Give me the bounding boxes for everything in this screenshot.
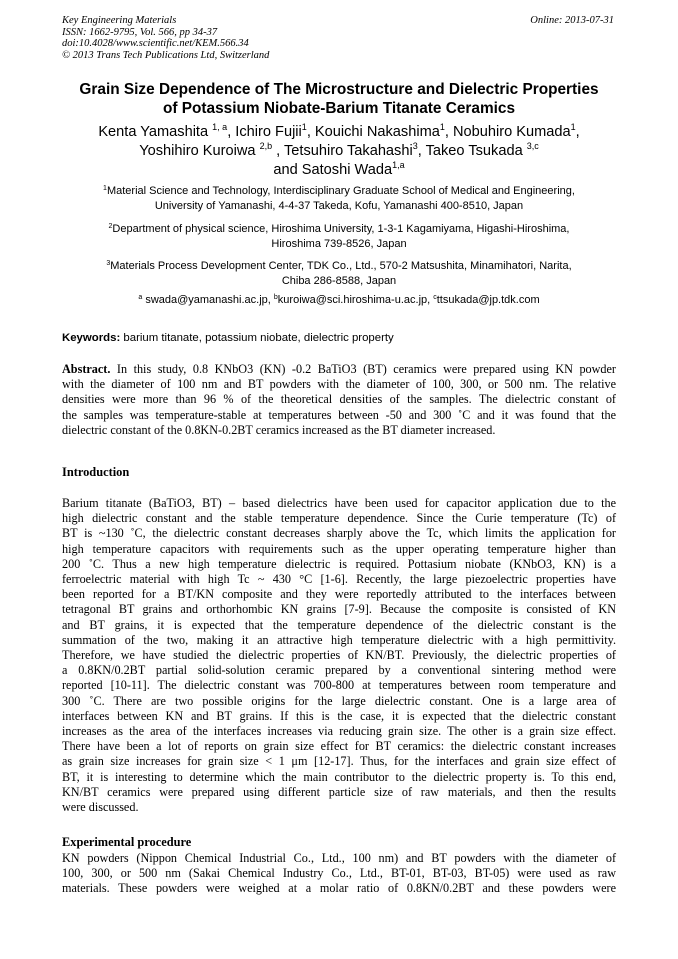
affiliation-number: 1 xyxy=(103,185,107,192)
abstract-line: the samples was temperature-stable at temperatures between -50 and 300 ˚C and it was found that the xyxy=(62,407,616,422)
affiliation-line: Hiroshima 739-8526, Japan xyxy=(271,238,407,250)
author-name: Takeo Tsukada xyxy=(425,143,523,159)
author-sup: 1 xyxy=(570,122,576,132)
intro-line: There have been a lot of reports on grain size effect for BT ceramics: the dielectric constant increases xyxy=(62,739,616,754)
experimental-line: materials. These powders were weighed at a molar ratio of 0.8KN/0.2BT and these powders were xyxy=(62,881,616,896)
intro-line: were discussed. xyxy=(62,800,139,815)
author-sep: , xyxy=(575,124,580,140)
email-sup: a xyxy=(138,294,143,301)
author-line-2 xyxy=(40,142,638,161)
affiliation-2 xyxy=(62,222,616,252)
keywords xyxy=(62,331,394,346)
email-sup: c xyxy=(433,294,437,301)
affiliation-1 xyxy=(62,184,616,214)
title-line-2: of Potassium Niobate-Barium Titanate Ceramics xyxy=(162,100,516,117)
experimental-paragraph xyxy=(62,851,616,897)
author-sep: , xyxy=(417,143,426,159)
author-sep: , xyxy=(444,124,453,140)
intro-line: interfaces between KN and BT grains. If this is the case, it is expected that the dielectric constant xyxy=(62,708,616,723)
keywords-text: barium titanate, potassium niobate, dielectric property xyxy=(123,332,394,344)
affiliation-number: 2 xyxy=(108,223,113,230)
author-line-1 xyxy=(40,123,638,142)
author-name: Yoshihiro Kuroiwa xyxy=(139,143,256,159)
author-sup: 1 xyxy=(439,122,445,132)
author-name: Kenta Yamashita xyxy=(98,124,209,140)
introduction-heading: Introduction xyxy=(62,465,130,479)
abstract-line: with the diameter of 100 nm and BT powders with the diameter of 100, 300, or 500 nm. The relative xyxy=(62,377,616,392)
author-sup: 3,c xyxy=(526,141,539,151)
intro-line: and BT grains, it is expected that the temperature dependence of the dielectric constant is the xyxy=(62,617,616,632)
affiliation-line: Material Science and Technology, Interdisciplinary Graduate School of Medical and Engineering, xyxy=(106,185,575,197)
title-line-1: Grain Size Dependence of The Microstructure and Dielectric Properties xyxy=(79,81,599,98)
intro-line: reported [10-11]. The dielectric constant was 700-800 at temperatures between room temperature and xyxy=(62,678,616,693)
issn-line: ISSN: 1662-9795, Vol. 566, pp 34-37 xyxy=(62,26,218,38)
intro-line: been reported for a BT/KN composite and they were reportedly attributed to the interfaces between xyxy=(62,587,616,602)
author-sep: , xyxy=(272,143,284,159)
intro-line: ferroelectric material with high Tc ~ 430 °C [1-6]. Recently, the large piezoelectric properties have xyxy=(62,572,616,587)
experimental-line: 100, 300, or 500 nm (Sakai Chemical Industry Co., Ltd., BT-01, BT-03, BT-05) were used as raw xyxy=(62,866,616,881)
intro-line: increases as the area of the interfaces increases via reducing grain size. The other is a grain size effect. xyxy=(62,724,616,739)
intro-line: 300 ˚C. There are two possible origins for the large dielectric constant. One is a large area of xyxy=(62,693,616,708)
author-name: and Satoshi Wada xyxy=(273,162,393,178)
author-sup: 1 xyxy=(301,122,307,132)
email-sup: b xyxy=(273,294,278,301)
author-list xyxy=(40,123,638,180)
email-line xyxy=(62,293,616,308)
affiliation-number: 3 xyxy=(106,260,111,267)
email-link[interactable]: swada@yamanashi.ac.jp, xyxy=(145,294,271,306)
intro-line: a 0.8KN/0.2BT partial solid-solution ceramic prepared by a conventional sintering method were xyxy=(62,663,616,678)
abstract-label: Abstract. xyxy=(62,362,111,376)
experimental-heading: Experimental procedure xyxy=(62,835,192,849)
abstract-line: In this study, 0.8 KNbO3 (KN) -0.2 BaTiO3 (BT) ceramics were prepared using KN powder xyxy=(110,362,616,376)
affiliation-line: Chiba 286-8588, Japan xyxy=(281,275,397,287)
intro-line: Barium titanate (BaTiO3, BT) – based dielectrics have been used for capacitor application due to the xyxy=(62,496,616,510)
intro-line: BT is ~130 ˚C, the dielectric constant decreases sharply above the Tc, which limits the application for xyxy=(62,526,616,541)
experimental-line: KN powders (Nippon Chemical Industrial Co., Ltd., 100 nm) and BT powders with the diameter of xyxy=(62,851,616,865)
email-link[interactable]: ttsukada@jp.tdk.com xyxy=(436,294,540,306)
intro-line: KN/BT ceramics were prepared using different particle size of raw materials, and then the results xyxy=(62,784,616,799)
email-link[interactable]: kuroiwa@sci.hiroshima-u.ac.jp, xyxy=(277,294,431,306)
intro-line: Therefore, we have studied the dielectric properties of KN/BT. Previously, the dielectric properties of xyxy=(62,648,616,663)
author-name: Nobuhiro Kumada xyxy=(452,124,571,140)
author-sup: 1, a xyxy=(212,122,228,132)
journal-metadata xyxy=(62,15,269,61)
abstract-line: densities were more than 96 % of the theoretical densities of the samples. The dielectric constant of xyxy=(62,392,616,407)
author-name: Tetsuhiro Takahashi xyxy=(283,143,413,159)
affiliation-line: Materials Process Development Center, TDK Co., Ltd., 570-2 Matsushita, Minamihatori, Narita, xyxy=(110,260,572,272)
author-sup: 3 xyxy=(412,141,418,151)
doi-line: doi:10.4028/www.scientific.net/KEM.566.34 xyxy=(62,38,249,49)
introduction-paragraph xyxy=(62,496,616,815)
author-line-3 xyxy=(40,161,638,180)
author-sep: , xyxy=(306,124,315,140)
intro-line: BT, it is interesting to determine which the main contributor to the dielectric property is. To this end, xyxy=(62,769,616,784)
abstract-paragraph xyxy=(62,362,616,438)
author-sup: 1,a xyxy=(392,160,405,170)
online-date: Online: 2013-07-31 xyxy=(530,15,614,26)
affiliation-line: University of Yamanashi, 4-4-37 Takeda, Kofu, Yamanashi 400-8510, Japan xyxy=(154,200,524,212)
intro-line: high dielectric constant and the stable temperature dependence. Since the Curie temperature (Tc) of xyxy=(62,511,616,526)
author-name: Ichiro Fujii xyxy=(235,124,302,140)
abstract-line: dielectric constant of the 0.8KN-0.2BT ceramics increased as the BT diameter increased. xyxy=(62,422,496,437)
copyright-line: © 2013 Trans Tech Publications Ltd, Switzerland xyxy=(62,49,270,61)
author-name: Kouichi Nakashima xyxy=(314,124,440,140)
paper-title xyxy=(50,80,628,118)
keywords-label: Keywords: xyxy=(62,332,121,344)
intro-line: tetragonal BT grains and orthorhombic KN grains [7-9]. Because the composite is consisted of KN xyxy=(62,602,616,617)
intro-line: as grain size increases for grain size < 1 μm [12-17]. Thus, for the interfaces and grain size effect of xyxy=(62,754,616,769)
journal-name: Key Engineering Materials xyxy=(62,15,177,26)
affiliation-3 xyxy=(62,259,616,289)
intro-line: summation of the two, making it an attractive high temperature dielectric with a high permittivity. xyxy=(62,632,616,647)
intro-line: 200 ˚C. Thus a new high temperature dielectric is required. Pottasium niobate (KNbO3, KN) is a xyxy=(62,556,616,571)
author-sep: , xyxy=(227,124,236,140)
author-sup: 2,b xyxy=(259,141,273,151)
affiliation-line: Department of physical science, Hiroshima University, 1-3-1 Kagamiyama, Higashi-Hiroshima, xyxy=(112,223,570,235)
intro-line: high temperature capacitors with requirements such as the upper operating temperature higher than xyxy=(62,541,616,556)
